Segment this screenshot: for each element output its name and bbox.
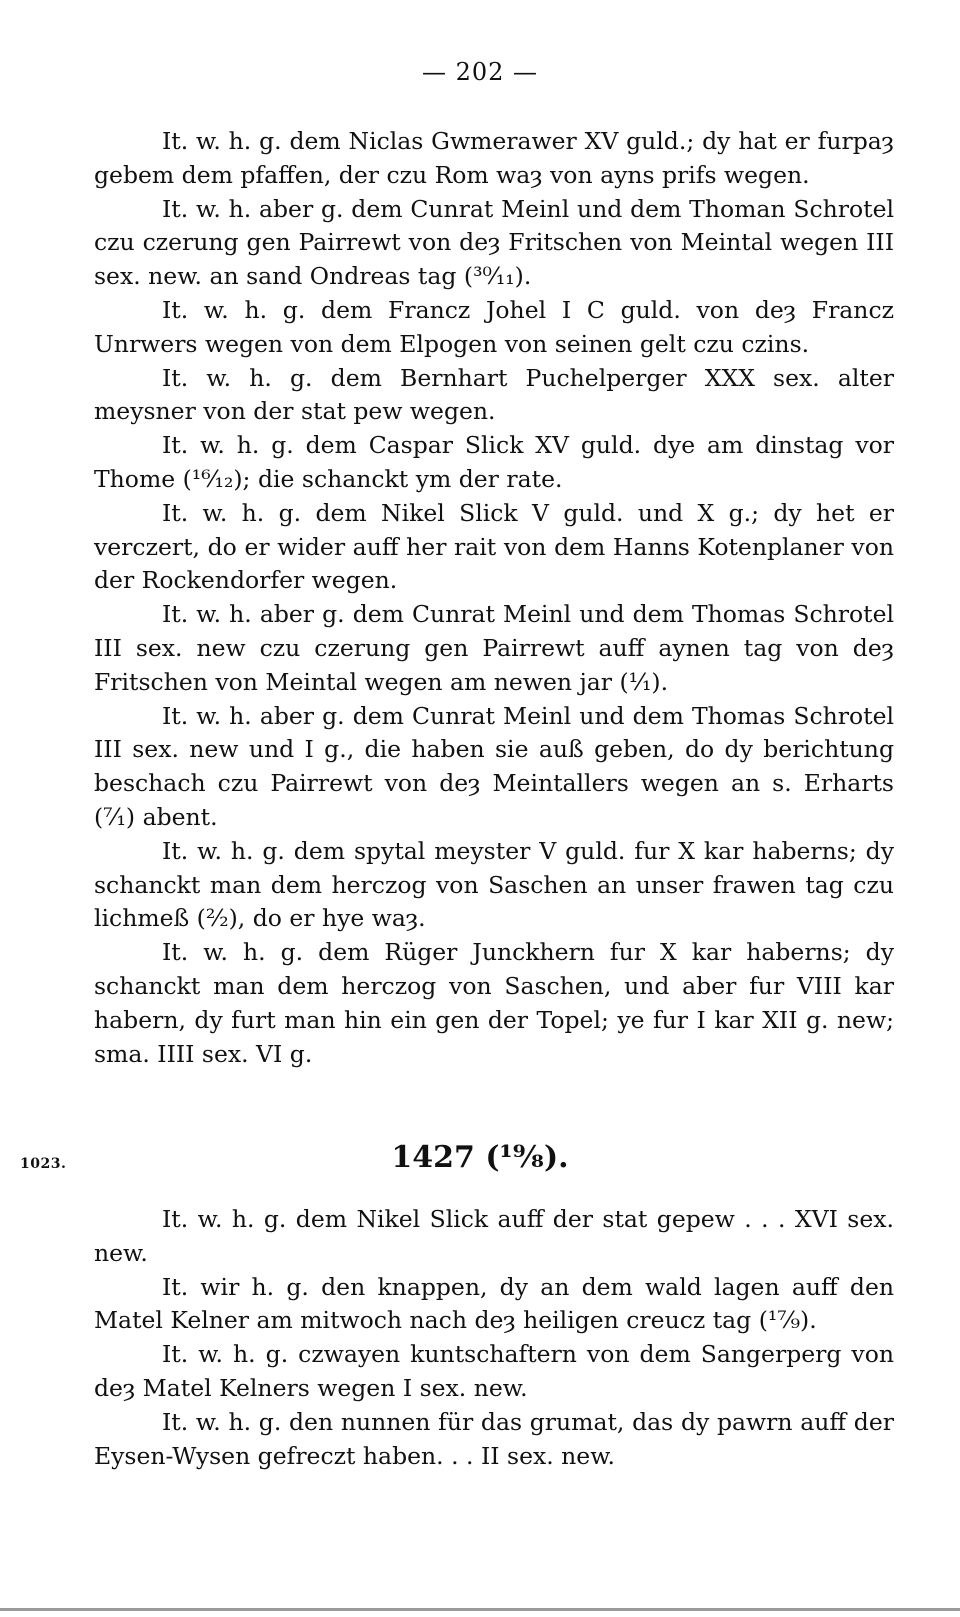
entry: It. w. h. g. dem Rüger Junckhern fur X kar haberns; dy schanckt man dem herczog von Saschen, und aber fur VIII kar habern, dy furt man hin ein gen der Topel; ye fur I kar XII g. new; sma. IIII sex. VI g.: [94, 938, 894, 1068]
entry: It. w. h. g. czwayen kuntschaftern von dem Sangerperg von deȝ Matel Kelners wegen I sex. new.: [94, 1340, 894, 1402]
entry: It. w. h. g. dem spytal meyster V guld. fur X kar haberns; dy schanckt man dem herczog von Saschen an unser frawen tag czu lichmeß (²⁄₂), do er hye waȝ.: [94, 836, 894, 933]
entries-top: [94, 125, 894, 1071]
entry: It. w. h. g. dem Francz Johel I C guld. von deȝ Francz Unrwers wegen von dem Elpogen von seinen gelt czu czins.: [94, 295, 894, 358]
entry: It. w. h. aber g. dem Cunrat Meinl und dem Thomas Schrotel III sex. new und I g., die haben sie auß geben, do dy berichtung beschach czu Pairrewt von deȝ Meintallers wegen an s. Erharts (⁷⁄₁) abent.: [94, 701, 894, 831]
entry: It. w. h. aber g. dem Cunrat Meinl und dem Thoman Schrotel czu czerung gen Pairrewt von deȝ Fritschen von Meintal wegen III sex. new. an sand Ondreas tag (³⁰⁄₁₁).: [94, 194, 894, 291]
entry: It. w. h. g. dem Bernhart Puchelperger XXX sex. alter meysner von der stat pew wegen.: [94, 363, 894, 426]
entry: It. w. h. g. dem Niclas Gwmerawer XV guld.; dy hat er furpaȝ gebem dem pfaffen, der czu Rom waȝ von ayns prifs wegen.: [94, 127, 894, 189]
bottom-edge-rule: [0, 1608, 960, 1611]
entry: It. w. h. g. dem Caspar Slick XV guld. dye am dinstag vor Thome (¹⁶⁄₁₂); die schanckt ym der rate.: [94, 431, 894, 493]
section-year: 1427 (¹⁹⁄₈).: [391, 1140, 569, 1175]
entry: It. w. h. aber g. dem Cunrat Meinl und dem Thomas Schrotel III sex. new czu czerung gen Pairrewt auff aynen tag von deȝ Fritschen von Meintal wegen am newen jar (¹⁄₁).: [94, 600, 894, 696]
entry: It. wir h. g. den knappen, dy an dem wald lagen auff den Matel Kelner am mitwoch nach deȝ heiligen creucz tag (¹⁷⁄₉).: [94, 1272, 894, 1335]
entries-bottom: [94, 1203, 894, 1473]
section-heading: [0, 1140, 960, 1180]
page-number: — 202 —: [421, 58, 539, 86]
entry: It. w. h. g. dem Nikel Slick V guld. und X g.; dy het er verczert, do er wider auff her rait von dem Hanns Kotenplaner von der Rockendorfer wegen.: [94, 498, 894, 595]
entry: It. w. h. g. den nunnen für das grumat, das dy pawrn auff der Eysen-Wysen gefreczt haben. . . II sex. new.: [94, 1407, 894, 1470]
section-number: 1023.: [20, 1156, 67, 1172]
entry: It. w. h. g. dem Nikel Slick auff der stat gepew . . . XVI sex. new.: [94, 1205, 894, 1267]
